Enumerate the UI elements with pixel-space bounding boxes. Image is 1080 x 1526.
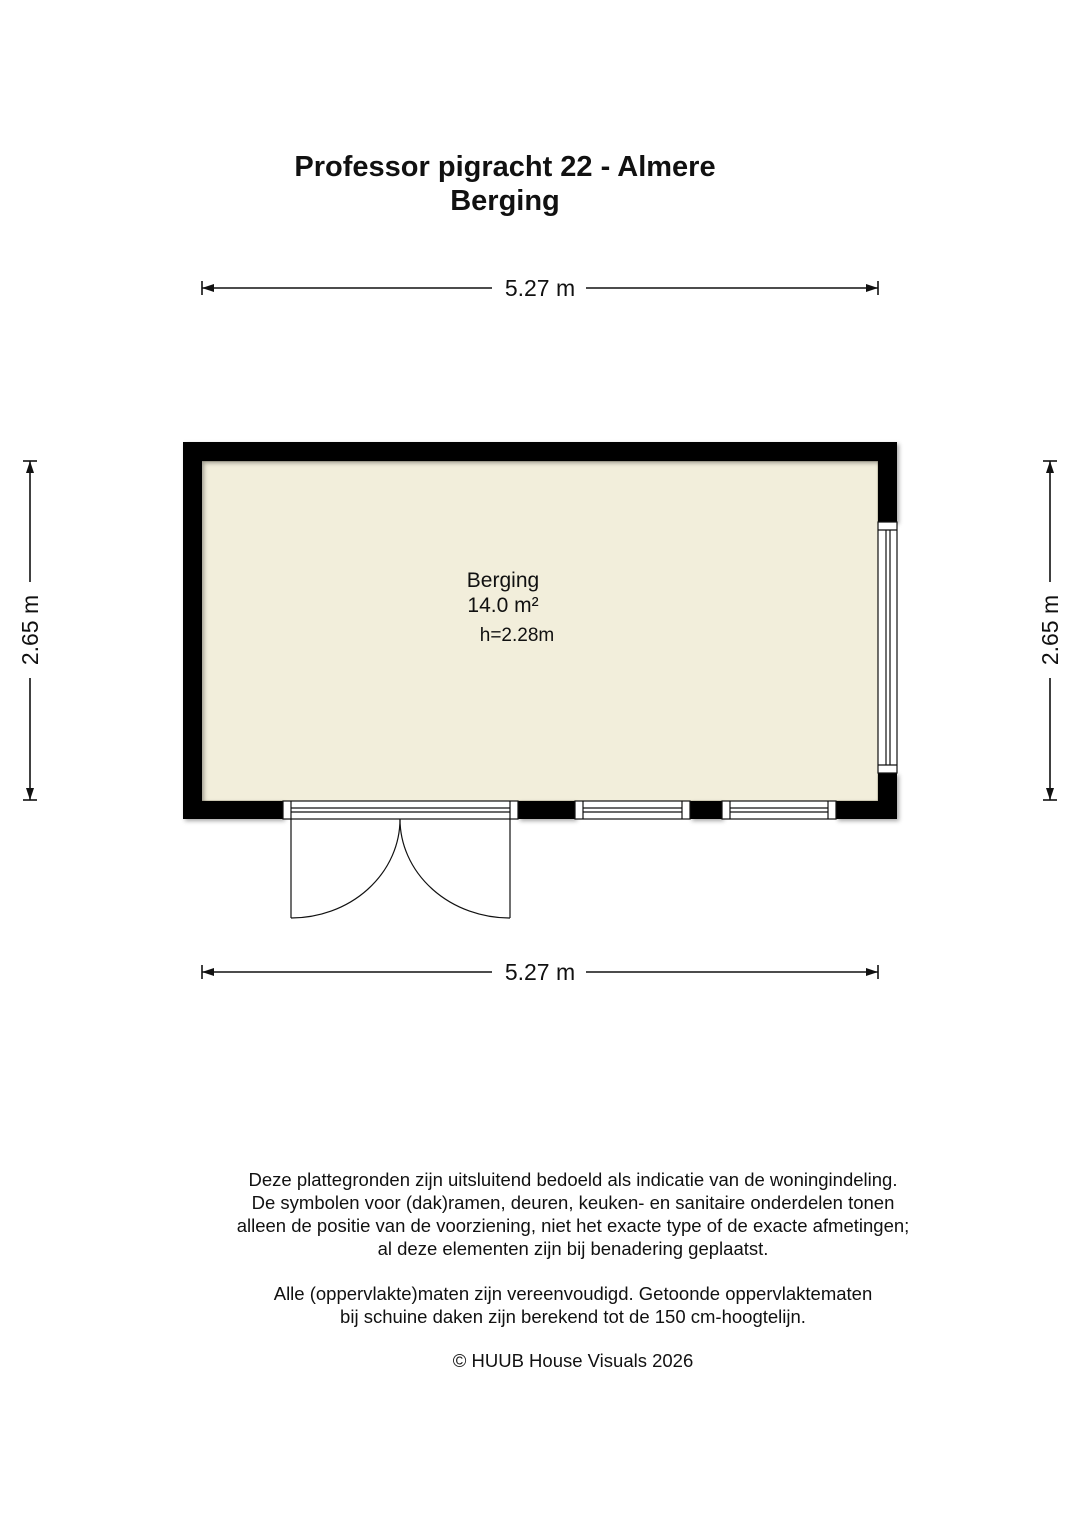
disclaimer-line: Deze plattegronden zijn uitsluitend bedoeld als indicatie van de woningindeling. (248, 1169, 898, 1190)
double-door (283, 801, 518, 918)
room-height: h=2.28m (479, 625, 555, 646)
dimension-right (1037, 461, 1063, 800)
plan-title: Professor pigracht 22 - Almere (294, 151, 716, 183)
room-name: Berging (466, 569, 540, 592)
disclaimer-line: al deze elementen zijn bij benadering geplaatst. (377, 1238, 769, 1259)
dimension-bottom (202, 959, 878, 985)
dimension-left-label: 2.65 m (17, 594, 43, 666)
disclaimer-paragraph-2 (0, 1282, 1080, 1328)
door-swing-left (291, 819, 400, 918)
dimension-left (17, 461, 43, 800)
plan-subtitle: Berging (450, 185, 560, 217)
dimension-bottom-label: 5.27 m (504, 959, 576, 985)
disclaimer-line: bij schuine daken zijn berekend tot de 150 cm-hoogtelijn. (340, 1306, 806, 1327)
dimension-right-label: 2.65 m (1037, 594, 1063, 666)
copyright-notice: © HUUB House Visuals 2026 (452, 1350, 694, 1371)
window-bottom-1 (575, 801, 690, 819)
dimension-top-label: 5.27 m (504, 275, 576, 301)
disclaimer-line: Alle (oppervlakte)maten zijn vereenvoudigd. Getoonde oppervlaktematen (273, 1283, 873, 1304)
disclaimer-line: De symbolen voor (dak)ramen, deuren, keuken- en sanitaire onderdelen tonen (251, 1192, 895, 1213)
window-right (878, 522, 897, 773)
disclaimer-paragraph-1 (0, 1168, 1080, 1260)
room-area: 14.0 m² (467, 594, 539, 617)
dimension-top (202, 275, 878, 301)
disclaimer-line: alleen de positie van de voorziening, niet het exacte type of de exacte afmetingen; (236, 1215, 910, 1236)
door-swing-right (400, 819, 510, 918)
window-bottom-2 (722, 801, 836, 819)
